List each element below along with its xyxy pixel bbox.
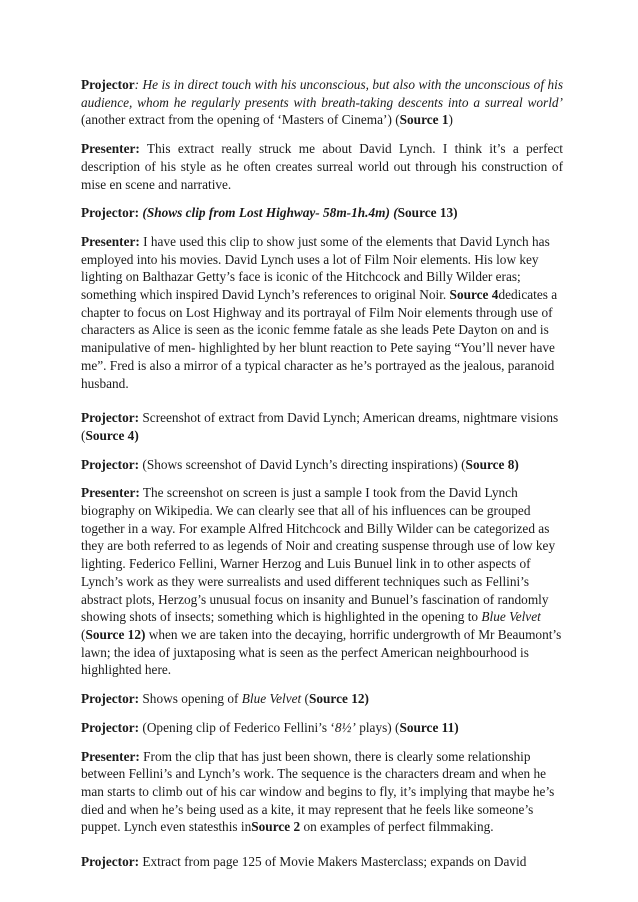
speaker-label: Projector:: [81, 854, 140, 870]
speaker-label: Projector:: [81, 719, 140, 735]
speaker-label: Presenter:: [81, 141, 140, 157]
paragraph-text: Source 12): [308, 691, 369, 707]
paragraph-text: (Shows clip from Lost Highway- 58m-1h.4m) (: [139, 205, 398, 221]
paragraph-text: Source 1: [399, 112, 449, 128]
script-paragraph: [81, 690, 563, 708]
script-paragraph: [81, 409, 563, 444]
speaker-label: Projector:: [81, 691, 140, 707]
script-paragraph: [81, 233, 563, 392]
document-page: [81, 76, 563, 882]
speaker-label: Projector:: [81, 410, 140, 426]
paragraph-text: ): [448, 112, 453, 128]
paragraph-text: on examples of perfect filmmaking.: [300, 819, 494, 835]
speaker-label: Projector: [81, 77, 135, 92]
paragraph-text: Source 12): [85, 626, 146, 642]
speaker-label: Presenter:: [81, 233, 140, 249]
paragraph-text: I have used this clip to show just some of the elements that David Lynch has employed into his movies. David Lynch uses a lot of Film Noir elements. His low key lighting on Balthazar Getty’s face is iconic of the Hitchcock and Billy Wilder eras; something which inspired David Lynch’s references to original Noir.: [81, 233, 550, 303]
paragraph-text: (another extract from the opening of ‘Masters of Cinema’) (: [81, 112, 400, 128]
script-paragraph: [81, 748, 563, 837]
script-paragraph: [81, 484, 563, 679]
paragraph-text: This extract really struck me about David Lynch. I think it’s a perfect description of his style as he often creates surreal world out through his construction of mise en scene and narrative.: [81, 141, 563, 192]
paragraph-text: Source 13): [397, 205, 458, 221]
paragraph-text: Shows opening of: [139, 691, 242, 707]
paragraph-text: (Shows screenshot of David Lynch’s directing inspirations) (: [139, 456, 466, 472]
script-paragraph: [81, 719, 563, 737]
paragraph-text: From the clip that has just been shown, there is clearly some relationship between Fellini’s and Lynch’s work. The sequence is the characters dream and when he man starts to climb out of his car window and begins to fly, it’s implying that maybe he’s died and when he’s being used as a kite, it may represent that he feels like someone’s puppet. Lynch even statesthis in: [81, 748, 555, 835]
paragraph-text: The screenshot on screen is just a sample I took from the David Lynch biography on Wikipedia. We can clearly see that all of his influences can be grouped together in a way. For example Alfred Hitchcock and Billy Wilder can be categorized as they are both referred to as legends of Noir and creating suspense through use of low key lighting. Federico Fellini, Warner Herzog and Luis Bunuel link in to other aspects of Lynch’s work as they were surrealists and used different techniques such as Fellini’s abstract plots, Herzog’s unusual focus on insanity and Bunuel’s fascination of randomly showing shots of insects; something which is highlighted in the opening to: [81, 485, 556, 625]
paragraph-text: Extract from page 125 of Movie Makers Masterclass; expands on David: [139, 854, 527, 870]
script-paragraph: [81, 853, 563, 871]
paragraph-text: Screenshot of extract from David Lynch; American dreams, nightmare visions (: [81, 410, 559, 443]
speaker-label: Projector:: [81, 205, 140, 221]
script-paragraph: [81, 204, 563, 222]
speaker-label: Presenter:: [81, 485, 140, 501]
script-paragraph: [81, 76, 563, 129]
paragraph-text: Source 4): [85, 427, 139, 443]
paragraph-text: (Opening clip of Federico Fellini’s ‘: [139, 719, 335, 735]
paragraph-text: Source 11): [399, 719, 459, 735]
paragraph-text: 8½’: [334, 719, 356, 735]
paragraph-text: Source 2: [251, 819, 301, 835]
script-paragraph: [81, 140, 563, 193]
paragraph-text: when we are taken into the decaying, horrific undergrowth of Mr Beaumont’s lawn; the idea of juxtaposing what is seen as the perfect American neighbourhood is highlighted here.: [81, 626, 562, 678]
paragraph-text: : He is in direct touch with his unconscious, but also with the unconscious of his audience, whom he regularly presents with breath-taking descents into a surreal world’: [81, 77, 563, 110]
paragraph-text: dedicates a chapter to focus on Lost Highway and its portrayal of Film Noir elements through use of characters as Alice is seen as the iconic femme fatale as she leads Pete Dayton on and is manipulative of men- highlighted by her blunt reaction to Pete saying “You’ll never have me”. Fred is also a mirror of a typical character as he’s portrayed as the jealous, paranoid husband.: [81, 287, 558, 391]
paragraph-text: Source 4: [449, 287, 499, 303]
paragraph-text: Source 8): [465, 456, 519, 472]
paragraph-text: plays) (: [355, 719, 400, 735]
paragraph-text: (: [301, 691, 309, 707]
script-paragraph: [81, 456, 563, 474]
paragraph-text: Blue Velvet: [241, 691, 302, 707]
paragraph-text: Blue Velvet: [481, 609, 541, 625]
speaker-label: Presenter:: [81, 748, 140, 764]
speaker-label: Projector:: [81, 456, 140, 472]
paragraph-text: (: [81, 626, 86, 642]
